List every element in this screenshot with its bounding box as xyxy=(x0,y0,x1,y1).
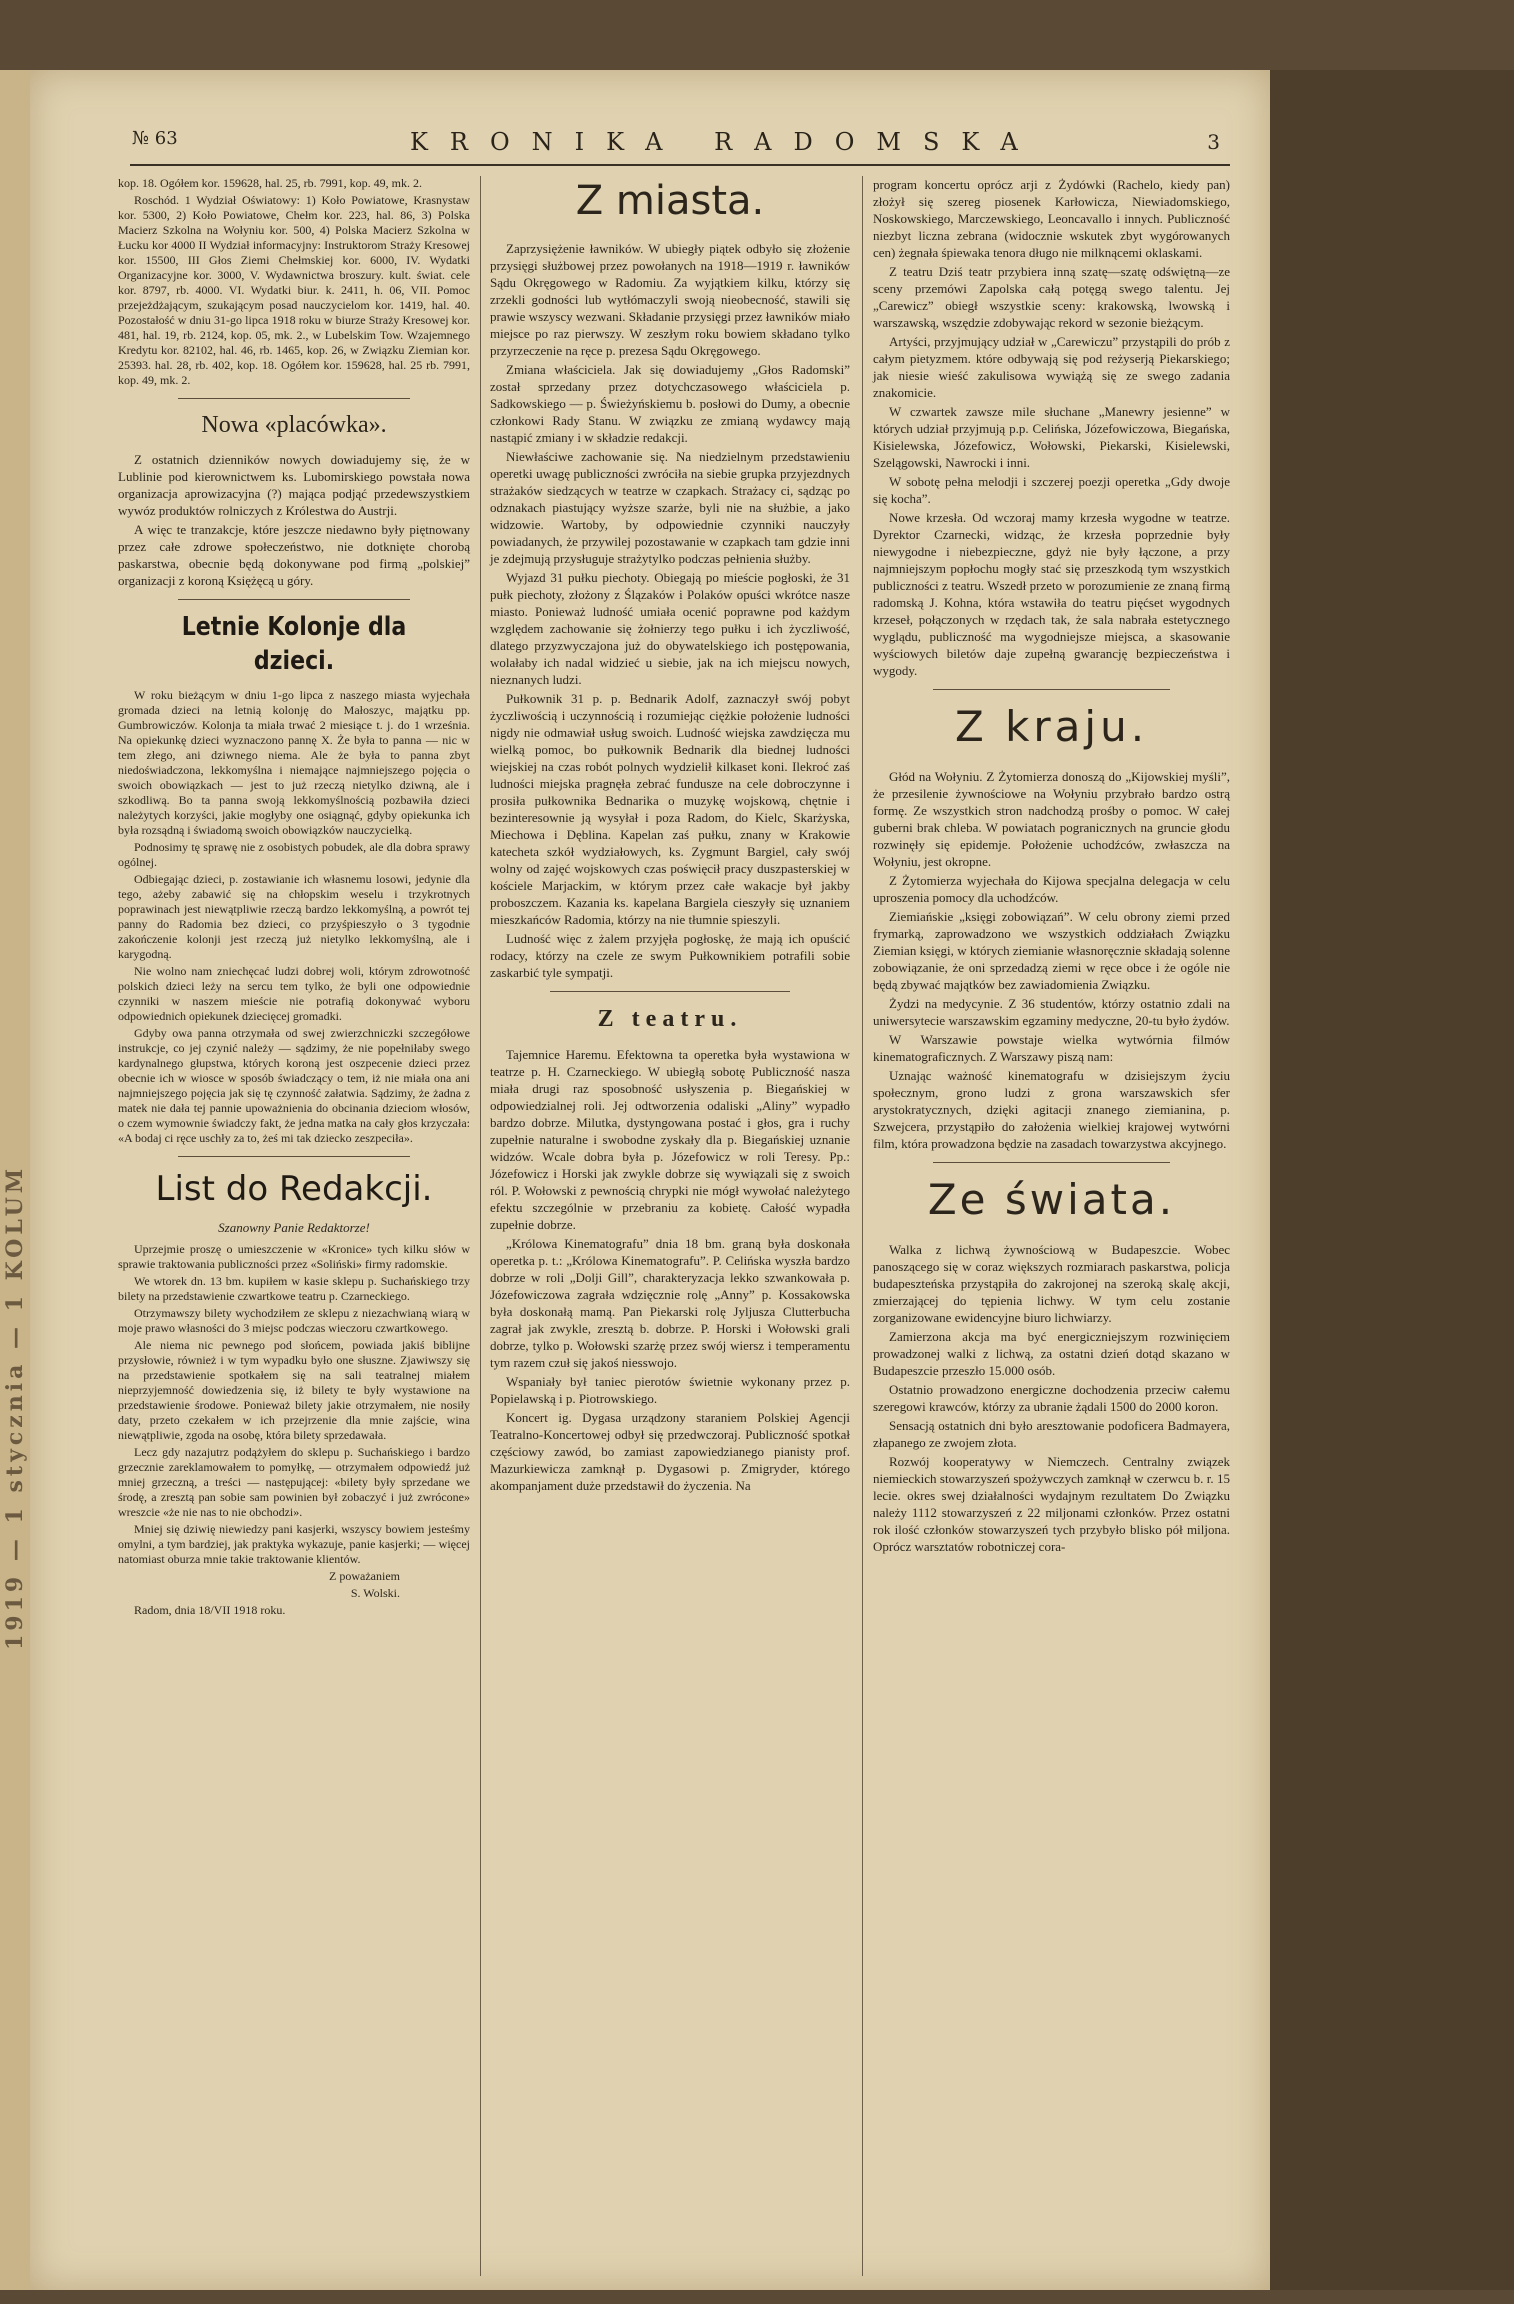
section-heading: Z miasta. xyxy=(575,178,765,224)
paragraph: Zmiana właściciela. Jak się dowiadujemy „Głos Radomski” został sprzedany przez dotychczasowego właściciela p. Sadkowskiego — p. Świeżyńskiemu b. posłowi do Dumy, a obecnie członkowi Rady Stanu. W związku ze zmianą wydawcy mają nastąpić zmiany i w składzie redakcji. xyxy=(490,362,850,445)
salutation: Szanowny Panie Redaktorze! xyxy=(218,1220,370,1235)
paragraph: Zaprzysiężenie ławników. W ubiegły piątek odbyło się złożenie przysięgi służbowej przez powołanych na 1918—1919 r. ławników Sądu Okręgowego w Radomiu. Za wyjątkiem kilku, którzy się zrzekli godności lub wytłómaczyli swoją nieobecność, stawili się prawie wszyscy wezwani. Składanie przysięgi przez ławników miało miejsce po raz pierwszy. W zeszłym roku bowiem składano tylko przyrzeczenie na ręce p. prezesa Sądu Okręgowego. xyxy=(490,241,850,358)
binding-spine xyxy=(0,70,30,2290)
paragraph: Zamierzona akcja ma być energiczniejszym rozwinięciem prowadzonej walki z lichwą, za ostatni dzień dotąd skazano w Budapeszcie przeszło 15.000 osób. xyxy=(873,1329,1230,1378)
divider xyxy=(178,1156,410,1157)
paragraph: Ludność więc z żalem przyjęła pogłoskę, że mają ich opuścić rodacy, którzy na czele ze swym Pułkownikiem potrafili sobie zaskarbić tyle sympatji. xyxy=(490,931,850,980)
paragraph: W sobotę pełna melodji i szczerej poezji operetka „Gdy dwoje się kocha”. xyxy=(873,474,1230,506)
paragraph: W czwartek zawsze mile słuchane „Manewry jesienne” w których udział przyjmują p.p. Celińska, Józefowiczowa, Biegańska, Kisielewska, Józefowicz, Wołowski, Piekarski, Kisielewski, Szelągowski, Nawrocki i inni. xyxy=(873,404,1230,470)
paragraph: We wtorek dn. 13 bm. kupiłem w kasie sklepu p. Suchańskiego trzy bilety na przedstawienie czwartkowe teatru p. Czarneckiego. xyxy=(118,1274,470,1303)
column-divider xyxy=(862,176,863,2276)
page-number: 3 xyxy=(1207,130,1220,154)
background-board xyxy=(1270,70,1514,2290)
paragraph: Uprzejmie proszę o umieszczenie w «Kronice» tych kilku słów w sprawie traktowania publiczności przez «Soliński» firmy radomskie. xyxy=(118,1242,470,1271)
paragraph: W Warszawie powstaje wielka wytwórnia filmów kinematograficznych. Z Warszawy piszą nam: xyxy=(873,1032,1230,1064)
section-heading: Z kraju. xyxy=(954,702,1149,751)
page-header xyxy=(130,128,1230,166)
divider xyxy=(550,991,790,992)
paragraph: Nowe krzesła. Od wczoraj mamy krzesła wygodne w teatrze. Dyrektor Czarnecki, widząc, że krzesła poprzednie były niewygodne i niebezpieczne, gdyż nie były łączone, a przy najmniejszym popłochu mogły stać się przeszkodą tym wszystkich publiczności z teatru. Wszedł przeto w porozumienie ze znaną firmą radomską J. Kohna, która wstawiła do teatru pięćset wygodnych krzeseł, połączonych w rzędach tak, że sala nabrała estetycznego wyglądu, publiczność ma wygodniejsze miejsca, a skasowanie wyściowych biletów daje zupełną gwarancję bezpieczeństwa i wygody. xyxy=(873,510,1230,678)
paragraph: A więc te tranzakcje, które jeszcze niedawno były piętnowany przez całe zdrowe społeczeństwo, nie dotknięte chorobą paskarstwa, obecnie będą dokonywane pod firmą „polskiej” organizacji z koroną Księżęcą u góry. xyxy=(118,522,470,588)
divider xyxy=(178,398,410,399)
issue-number: № 63 xyxy=(132,128,178,149)
paragraph: Podnosimy tę sprawę nie z osobistych pobudek, ale dla dobra sprawy ogólnej. xyxy=(118,840,470,869)
paragraph: Koncert ig. Dygasa urządzony staraniem Polskiej Agencji Teatralno-Koncertowej odbył się przedwczoraj. Publiczność spotkał częściowy zawód, bo zamiast zapowiedzianego pianisty prof. Mazurkiewicza zamknął p. Dygasowi p. Zmigryder, którego akompanjament duże przedstawił do życzenia. Na xyxy=(490,1410,850,1493)
paragraph: Walka z lichwą żywnościową w Budapeszcie. Wobec panoszącego się w coraz większych rozmiarach paskarstwa, policja budapeszteńska przystąpiła do zakrojonej na szeroką skalę akcji, zmierzającej do tępienia lichwy. W tym celu zostanie zorganizowane ewidencyjne biuro lichwiarzy. xyxy=(873,1242,1230,1325)
paragraph: Z teatru Dziś teatr przybiera inną szatę—szatę odświętną—ze sceny przemówi Zapolska całą potęgą swego talentu. Jej „Carewicz” obiegł wszystkie sceny: krakowską, lwowską i warszawską, wszędzie zdobywając rekord w sezonie bieżącym. xyxy=(873,264,1230,330)
paragraph: Roschód. 1 Wydział Oświatowy: 1) Koło Powiatowe, Krasnystaw kor. 5300, 2) Koło Powiatowe, Chełm kor. 223, hal. 86, 3) Polska Macierz Szkolna na Wołyniu kor. 500, 4) Polska Macierz Szkolna w Łucku kor 4000 II Wydział informacyjny: Instruktorom Straży Kresowej kor. 15500, III Głos Ziemi Chełmskiej kor. 6000, IV. Wydatki Organizacyjne kor. 3000, V. Wydawnictwa broszury. kult. świat. cele kor. 8797, rb. 4000. VI. Wydatki biur. k. 2411, h. 06, VII. Pomoc przejeżdżającym, szukającym posad nauczycielom kor. 1419, hal. 40. Pozostałość w dniu 31-go lipca 1918 roku w biurze Straży Kresowej kor. 481, hal. 19, rb. 2124, kop. 05, mk. 2., w Lubelskim Tow. Wzajemnego Kredytu kor. 82102, hal. 46, rb. 1465, kop. 26, w Związku Ziemian kor. 25393. hal. 28, rb. 402, kop. 18. Ogółem kor. 159628, hal. 25 rb. 7991, kop. 49, mk. 2. xyxy=(118,193,470,387)
paragraph: kop. 18. Ogółem kor. 159628, hal. 25, rb. 7991, kop. 49, mk. 2. xyxy=(118,176,422,190)
paragraph: Głód na Wołyniu. Z Żytomierza donoszą do „Kijowskiej myśli”, że przesilenie żywnościowe na Wołyniu przybrało bardzo ostrą formę. Ze wszystkich stron nadchodzą prośby o pomoc. W całej guberni brak chleba. W powiatach pogranicznych na gruncie głodu rozwinęły się epidemje. Położenie uchodźców, zwłaszcza na Wołyniu, jest okropne. xyxy=(873,769,1230,869)
spine-stamp: 1919 — 1 stycznia — 1 KOLUM xyxy=(2,1164,28,1650)
signature-closing: Z poważaniem xyxy=(329,1569,400,1583)
divider xyxy=(178,599,410,600)
paragraph: Z Żytomierza wyjechała do Kijowa specjalna delegacja w celu uproszenia pomocy dla uchodźców. xyxy=(873,873,1230,905)
paragraph: Odbiegając dzieci, p. zostawianie ich własnemu losowi, jedynie dla tego, ażeby zabawić się na chłopskim weselu i trzykrotnych poprawinach jest niewątpliwie rzeczą bardzo lekkomyślną, a powrót tej panny do Radomia bez dzieci, co przyśpieszyło o 3 tygodnie zakończenie kolonji jest rzeczą już nietylko lekkomyślną, ale i karygodną. xyxy=(118,872,470,961)
paragraph: Artyści, przyjmujący udział w „Carewiczu” przystąpili do prób z całym pietyzmem. które odbywają się pod reżyserją Piekarskiego; jak niesie wieść zakulisowa wywiążą się ze swego zadania znakomicie. xyxy=(873,334,1230,400)
paragraph: W roku bieżącym w dniu 1-go lipca z naszego miasta wyjechała gromada dzieci na letnią kolonję do Małoszyc, majątku pp. Gumbrowiczów. Kolonja ta miała trwać 2 miesiące t. j. do 1 września. Na opiekunkę dzieci wyznaczono pannę X. Że była to panna — nic w tem złego, ani dziwnego niema. Ale że była to panna zbyt niedoświadczona, lekkomyślna i niemające najmniejszego pojęcia o swoich obowiązkach — jest to już rzeczą nietylko dziwną, ale i szkodliwą. Bo ta panna swoją lekkomyślnością pozbawiła dzieci należytych korzyści, jakie mogłyby one osiągnąć, gdyby opiekunka ich była rozsądną i świadomą swoich obowiązków nauczycielką. xyxy=(118,688,470,837)
paragraph: Ostatnio prowadzono energiczne dochodzenia przeciw całemu szeregowi krawców, którzy za ubranie żądali 1500 do 2000 koron. xyxy=(873,1382,1230,1414)
paragraph: program koncertu oprócz arji z Żydówki (Rachelo, kiedy pan) złożył się szereg piosenek Karłowicza, Niewiadomskiego, Noskowskiego, Marczewskiego, Leoncavallo i innych. Publiczność niezbyt liczna zebrana (widocznie wskutek zbyt wygórowanych cen) żegnała śpiewaka tenora długo nie milknącemi oklaskami. xyxy=(873,177,1230,260)
paragraph: Pułkownik 31 p. p. Bednarik Adolf, zaznaczył swój pobyt życzliwością i uczynnością i rozumiejąc ciężkie położenie ludności nigdy nie odmawiał usług swoich. Ludność wiejska zawdzięcza mu wielką pomoc, bo pułkownik Bednarik dla biednej ludności wiejskiej na czas robót polnych wydzielił kilkaset koni. Ilekroć zaś ludności miejska pragnęła zebrać fundusze na cele dobroczynne i prosiła pułkownika Bednarika o muzykę wojskową, chętnie i bezinteresownie ją wysyłał i poza Radom, do Kielc, Skarżyska, Miechowa i Dęblina. Kapelan zaś pułku, znany w Krakowie katecheta szkół wydziałowych, ks. Zygmunt Bargiel, cały swój wolny od zajęć wojskowych czas poświęcił pracy duszpasterskiej w kościele Marjackim, w którym przez całe wakacje był jakby proboszczem. Kazania ks. kapelana Bargiela cieszyły się uznaniem mieszkańców Radomia, którzy na nie tłumnie spieszyli. xyxy=(490,691,850,927)
paragraph: „Królowa Kinematografu” dnia 18 bm. graną była doskonała operetka p. t.: „Królowa Kinematografu”. P. Celińska wyszła bardzo dobrze w roli „Dolji Gill”, charakteryzacja lekko szwankowała p. Józefowiczowa zagrała wdzięcznie rolę „Anny” p. Kossakowska była doskonałą mamą. Pan Piekarski rolę Jyljusza Clutterbucha zagrał jak zwykle, zresztą b. dobrze. P. Horski i Wołowski grali dobrze, tylko p. Wołowski szarżę przez swój wiersz i temperamentu tym razem czuł się jakoś niesswojo. xyxy=(490,1236,850,1370)
signature-name: S. Wolski. xyxy=(350,1586,400,1600)
paragraph: Otrzymawszy bilety wychodziłem ze sklepu z niezachwianą wiarą w moje prawo własności do 3 miejsc podczas wieczoru czwartkowego. xyxy=(118,1306,470,1335)
letter-date: Radom, dnia 18/VII 1918 roku. xyxy=(134,1603,286,1617)
paragraph: Tajemnice Haremu. Efektowna ta operetka była wystawiona w teatrze p. H. Czarneckiego. W ubiegłą sobotę Publiczność nasza miała drugi raz sposobność usłyszenia p. Biegańskiej w odpowiedzialnej roli. Jej odtworzenia odaliski „Aliny” wypadło bardzo dobrze. Milutka, dystyngowana postać i głos, gra i ruchy zupełnie naturalne i swobodne zyskały dla p. Biegańskiej uznanie widzów. Wcale dobra była p. Józefowicz w roli Teresy. Pp.: Józefowicz i Horski jak zwykle dobrze się wywiązali się z swoich ról. P. Wołowski z pewnością chrypki nie mógł wywołać należytego efektu szczególnie w przebraniu za kobietę. Całość wypadła zupełnie dobrze. xyxy=(490,1047,850,1232)
column-divider xyxy=(480,176,481,2276)
paragraph: Nie wolno nam zniechęcać ludzi dobrej woli, którym zdrowotność polskich dzieci leży na sercu tem tylko, że byli one odpowiednie czynniki w naszem mieście nie potrafią dokonywać wyboru odpowiednich opiekunek dziecięcej gromadki. xyxy=(118,964,470,1023)
column-1 xyxy=(118,176,470,1620)
paragraph: Uznając ważność kinematografu w dzisiejszym życiu społecznym, grono ludzi z grona warszawskich sfer arystokratycznych, dzięki agitacji znanego ziemianina, p. Szwejcera, przystąpiło do założenia wielkiej krajowej wytwórni film, która prowadzona będzie na zasadach towarzystwa akcyjnego. xyxy=(873,1068,1230,1151)
paragraph: Wyjazd 31 pułku piechoty. Obiegają po mieście pogłoski, że 31 pułk piechoty, złożony z Ślązaków i Polaków opuści wkrótce nasze miasto. Ponieważ ludność umiała ocenić poprawne pod każdym względem zachowanie się żołnierzy tego pułku i ich życzliwość, dlatego przyzwyczajona już do obywatelskiego ich postępowania, wolałaby ich nadal widzieć u siebie, jak na ich miejscu nowych, nieznanych ludzi. xyxy=(490,570,850,687)
article-heading: Nowa «placówka». xyxy=(201,412,387,438)
paragraph: Ziemiańskie „księgi zobowiązań”. W celu obrony ziemi przed frymarką, zaprowadzono we wszystkich oddziałach Związku Ziemian księgi, w których ziemianie własnoręcznie składają solenne zobowiązanie, że oni sprzedadzą ziemi w ręce obce i że ogóle nie będą zbywać majątków bez zawiadomienia Związku. xyxy=(873,909,1230,992)
paragraph: Rozwój kooperatywy w Niemczech. Centralny związek niemieckich stowarzyszeń spożywczych zamknął w czerwcu b. r. 15 lecie. okres swej działalności wydajnym rezultatem Do Związku należy 1112 stowarzyszeń z 22 miljonami członków. Przez ostatni rok ilość członków stowarzyszeń tych przybyło blisko pół miljona. Oprócz warsztatów robotniczej cora- xyxy=(873,1454,1230,1554)
paragraph: Żydzi na medycynie. Z 36 studentów, którzy ostatnio zdali na uniwersytecie warszawskim egzaminy medyczne, 20-tu było żydów. xyxy=(873,996,1230,1028)
divider xyxy=(933,689,1170,690)
paragraph: Mniej się dziwię niewiedzy pani kasjerki, wszyscy bowiem jesteśmy omylni, a tym bardziej, jak praktyka wykazuje, panie kasjerki; — więcej natomiast oburza mnie takie traktowanie klientów. xyxy=(118,1522,470,1566)
paragraph: Wspaniały był taniec pierotów świetnie wykonany przez p. Popielawską i p. Piotrowskiego. xyxy=(490,1374,850,1406)
article-heading: Letnie Kolonje dla dzieci. xyxy=(181,612,407,676)
column-3 xyxy=(873,176,1230,1557)
paragraph: Sensacją ostatnich dni było aresztowanie podoficera Badmayera, złapanego ze zwojem złota. xyxy=(873,1418,1230,1450)
paragraph: Niewłaściwe zachowanie się. Na niedzielnym przedstawieniu operetki uwagę publiczności zwróciła na siebie grupka przyjezdnych strażaków siedzących w teatrze w czapkach. Strażacy ci, sądząc po odznakach piastujący wyższe szarże, byli nie na służbie, a jako widzowie. Wartoby, by odpowiednie czynniki nauczyły powiadanych, że przywilej pozostawanie w czapkach tam gdzie inni je zdejmują przysługuje strażytylko podczas pełnienia służby. xyxy=(490,449,850,566)
article-heading: List do Redakcji. xyxy=(155,1169,433,1209)
divider xyxy=(933,1162,1170,1163)
section-heading: Z teatru. xyxy=(597,1006,743,1032)
paragraph: Lecz gdy nazajutrz podążyłem do sklepu p. Suchańskiego i bardzo grzecznie zareklamowałem to pomyłkę, — otrzymałem odpowiedź już mniej grzeczną, a treści — następującej: «bilety były sprzedane we środę, a zresztą pan sobie sam powinien był zobaczyć i już zwrócone» wreszcie «że nie nas to nie obchodzi». xyxy=(118,1445,470,1519)
masthead-title: KRONIKA RADOMSKA xyxy=(410,128,1040,156)
paragraph: Z ostatnich dzienników nowych dowiadujemy się, że w Lublinie pod kierownictwem ks. Lubomirskiego powstała nowa organizacja aprowizacyjna (?) mająca podjąć przedewszystkiem wywóz produktów rolniczych z Królestwa do Austrji. xyxy=(118,452,470,518)
paragraph: Gdyby owa panna otrzymała od swej zwierzchniczki szczegółowe instrukcje, co jej czynić należy — sądzimy, że nie popełniłaby swego kardynalnego głupstwa, których koroną jest oszpecenie dzieci przez obecnie ich w wiosce w sposób świadczący o tem, iż nie miała ona ani najmniejszego pojęcia jak się tę czynność załatwia. Sądzimy, że żadna z matek nie dała tej pannie upoważnienia do obcinania dzieciom włosów, o czem wymownie świadczy fakt, że jedna matka na cały głos krzyczała: «A bodaj ci ręce uschły za to, żeś mi tak dziecko zeszpeciła». xyxy=(118,1026,470,1145)
paragraph: Ale niema nic pewnego pod słońcem, powiada jakiś biblijne przysłowie, również i w tym wypadku było one słuszne. Zjawiwszy się na przedstawienie spotkałem się na sali teatralnej miałem nieprzyjemność dowiedzenia się, iż bilety te były wystawione na przedstawienie środowe. Ponieważ bilety jakie otrzymałem, nie nosiły daty, przeto czekałem w ich przejrzenie dla mnie zajście, wina niewątpliwie, zgoda na osobę, która bilety sprzedawała. xyxy=(118,1338,470,1442)
section-heading: Ze świata. xyxy=(927,1175,1176,1224)
column-2 xyxy=(490,176,850,1496)
